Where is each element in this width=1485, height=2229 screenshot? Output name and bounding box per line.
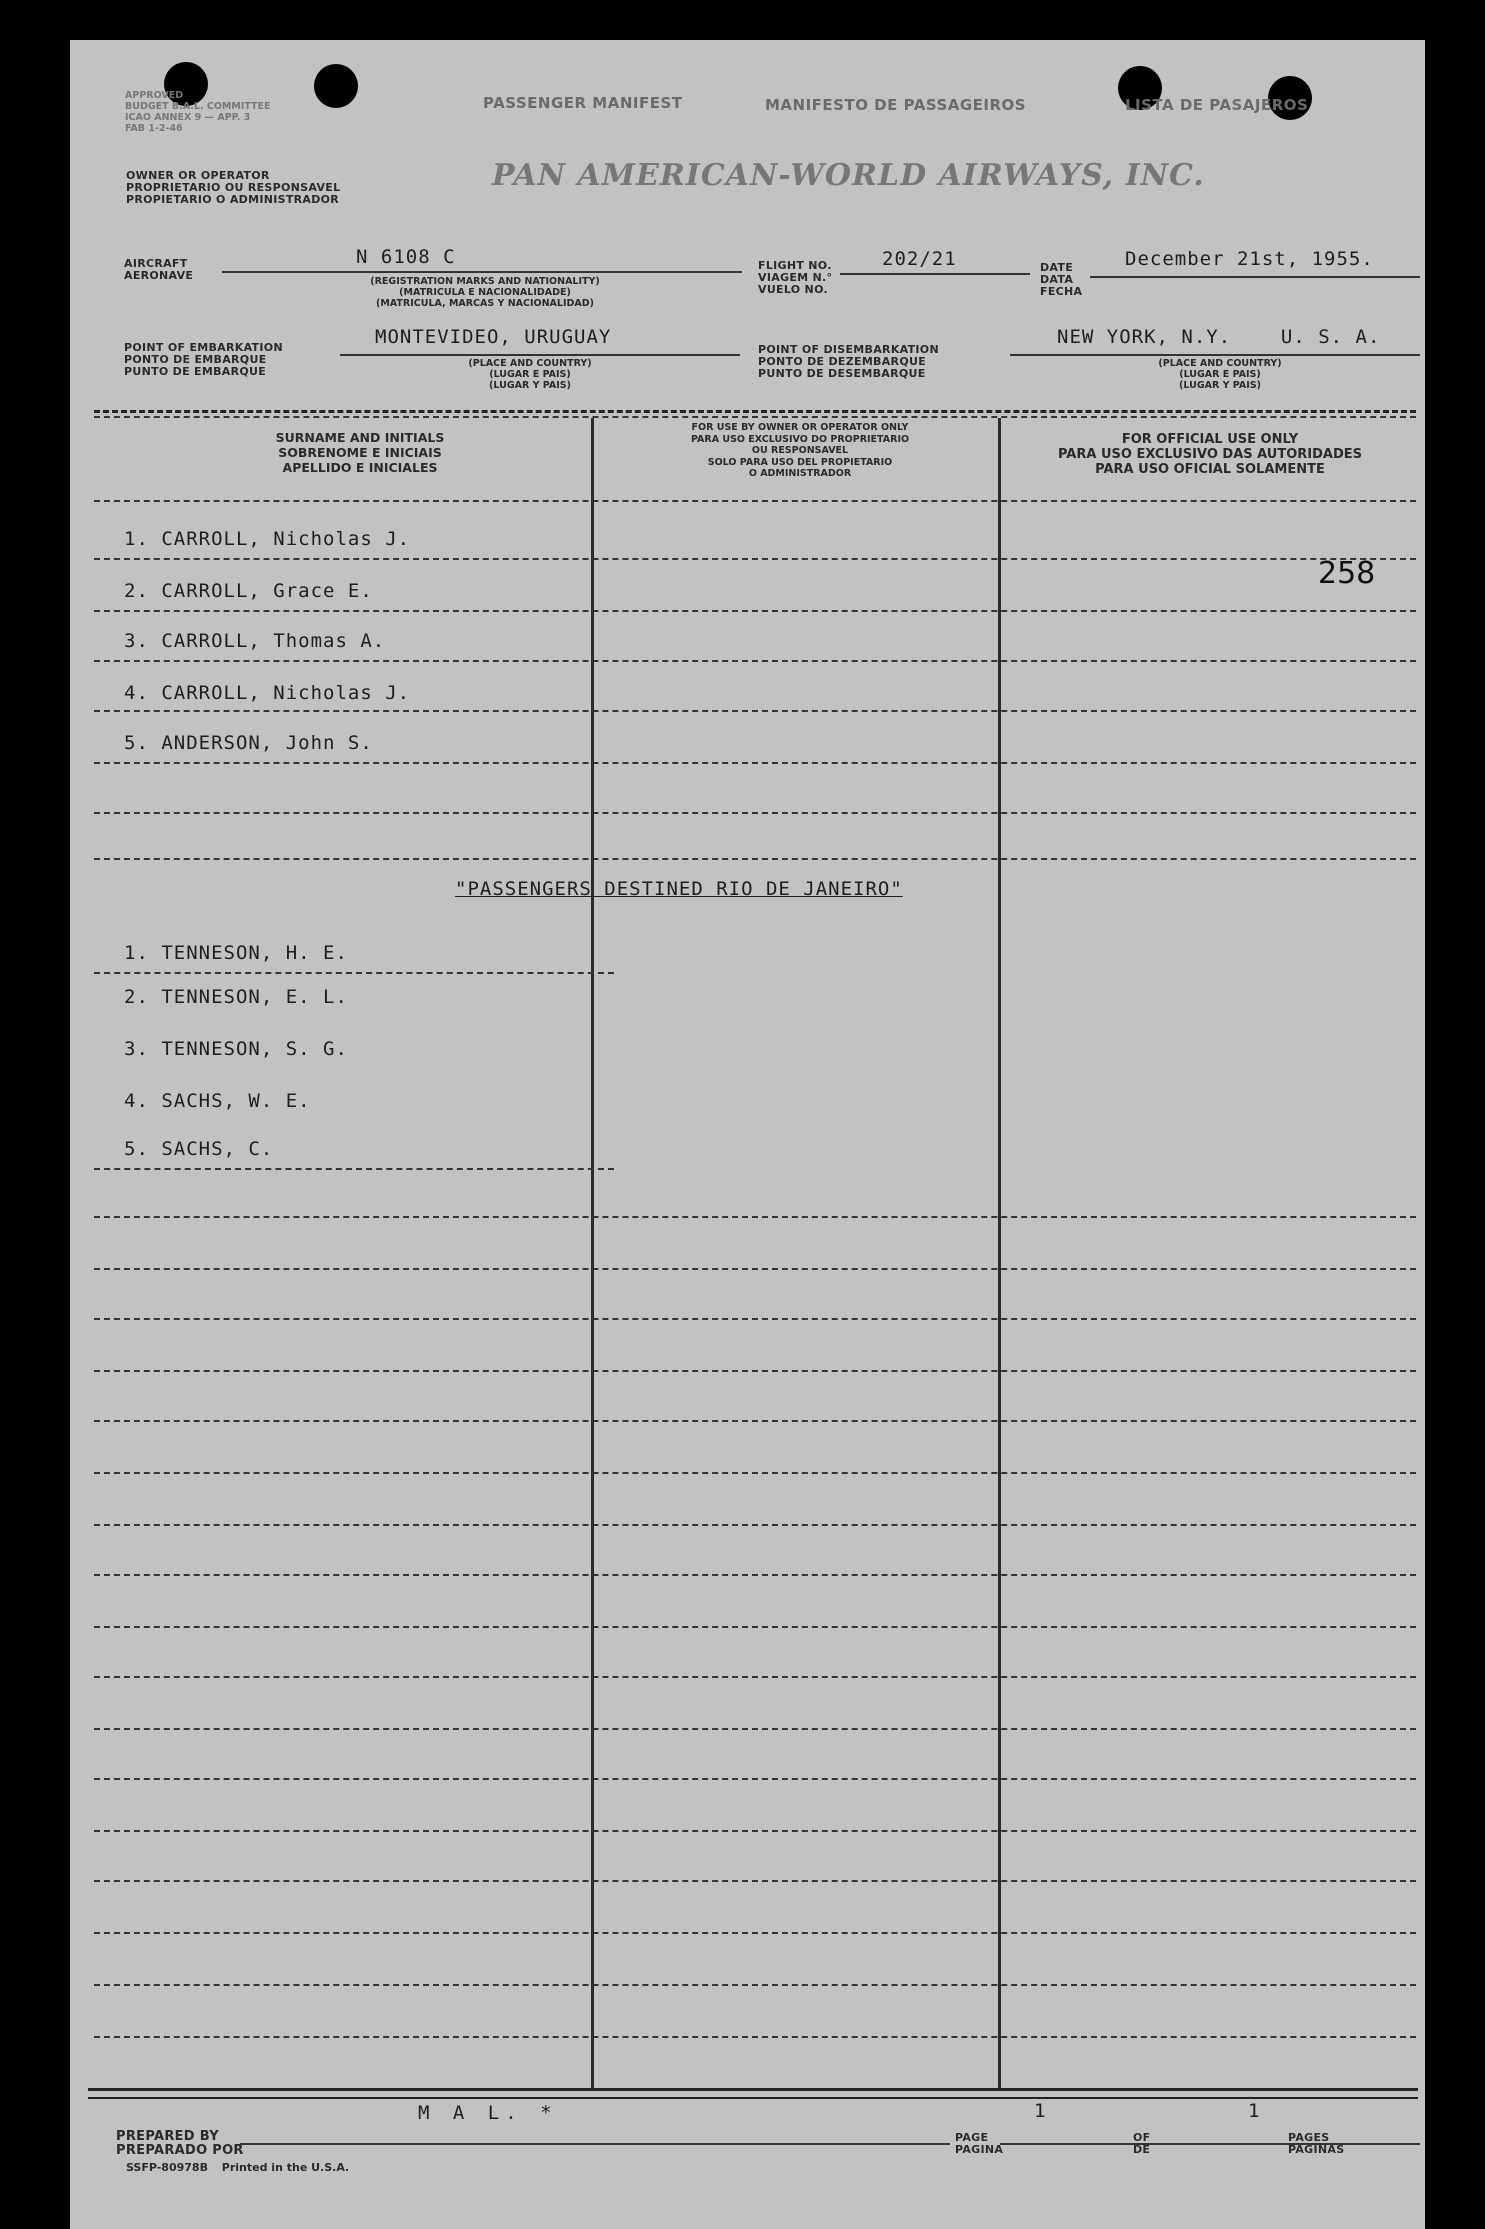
approval-line: FAB 1-2-46 <box>125 123 183 134</box>
page-label-line: PAGE <box>955 2131 989 2144</box>
rio-passenger-row: 5. SACHS, C. <box>124 1138 274 1160</box>
disembarkation-sublabel-line: (PLACE AND COUNTRY) <box>1158 358 1282 369</box>
row-rule <box>94 1676 1416 1678</box>
col-official-line: PARA USO EXCLUSIVO DAS AUTORIDADES <box>1057 447 1363 462</box>
passenger-row: 4. CARROLL, Nicholas J. <box>124 682 411 704</box>
prepared-by-line: PREPARED BY <box>116 2129 219 2144</box>
approval-line: ICAO ANNEX 9 — APP. 3 <box>125 112 251 123</box>
row-rule <box>94 1420 1416 1422</box>
page-label <box>955 2132 1003 2156</box>
row-rule <box>94 1472 1416 1474</box>
row-rule <box>94 1370 1416 1372</box>
row-rule <box>94 1778 1416 1780</box>
header-bottom-rule <box>94 500 1416 502</box>
row-rule <box>94 1830 1416 1832</box>
approval-line: BUDGET B.A.L. COMMITTEE <box>125 101 271 112</box>
date-label <box>1040 262 1082 298</box>
col-official-line: FOR OFFICIAL USE ONLY <box>1121 432 1299 447</box>
rio-passenger-row: 1. TENNESON, H. E. <box>124 942 348 964</box>
row-rule <box>94 1574 1416 1576</box>
flight-label-line: VIAGEM N.° <box>758 271 833 284</box>
date-label-line: DATA <box>1040 273 1074 286</box>
rio-passenger-row: 4. SACHS, W. E. <box>124 1090 311 1112</box>
date-value: December 21st, 1955. <box>1125 248 1374 270</box>
row-rule <box>94 1728 1416 1730</box>
of-label-line: OF <box>1133 2131 1151 2144</box>
page-of-rule <box>1000 2143 1420 2145</box>
footer-rule-2 <box>88 2097 1418 2099</box>
stamp-number: 258 <box>1318 556 1376 591</box>
rio-passenger-row: 3. TENNESON, S. G. <box>124 1038 348 1060</box>
embarkation-label <box>124 342 283 378</box>
embarkation-label-line: PONTO DE EMBARQUE <box>124 353 267 366</box>
row-rule <box>94 1932 1416 1934</box>
aircraft-sublabel-line: (REGISTRATION MARKS AND NATIONALITY) <box>370 276 600 287</box>
col-owner-header <box>600 422 1000 480</box>
page-label-line: PAGINA <box>955 2143 1004 2156</box>
date-label-line: DATE <box>1040 261 1074 274</box>
row-rule <box>94 762 1416 764</box>
approval-line: APPROVED <box>125 90 184 101</box>
embarkation-sublabel <box>430 358 630 391</box>
row-rule <box>94 610 1416 612</box>
passenger-row: 2. CARROLL, Grace E. <box>124 580 373 602</box>
table-top-rule-2 <box>94 416 1416 418</box>
pages-label-line: PAGINAS <box>1288 2143 1345 2156</box>
row-rule <box>94 1626 1416 1628</box>
column-divider-2 <box>998 418 1001 2088</box>
footer-rule <box>88 2088 1418 2091</box>
owner-label <box>126 170 340 206</box>
col-owner-line: PARA USO EXCLUSIVO DO PROPRIETARIO <box>690 433 910 445</box>
table-top-rule <box>94 410 1416 413</box>
row-rule <box>94 972 614 974</box>
row-rule <box>94 660 1416 662</box>
flight-line <box>840 273 1030 275</box>
date-label-line: FECHA <box>1040 285 1083 298</box>
aircraft-sublabel-line: (MATRICULA E NACIONALIDADE) <box>399 287 571 298</box>
disembarkation-sublabel-line: (LUGAR Y PAIS) <box>1179 380 1261 391</box>
flight-value: 202/21 <box>882 248 957 270</box>
row-rule <box>94 710 1416 712</box>
title-pt: MANIFESTO DE PASSAGEIROS <box>765 96 1027 114</box>
aircraft-label <box>124 258 193 282</box>
page-number: 1 <box>1034 2100 1047 2122</box>
prepared-by-line-rule <box>240 2143 950 2145</box>
owner-label-line: OWNER OR OPERATOR <box>126 169 270 182</box>
owner-value: PAN AMERICAN-WORLD AIRWAYS, INC. <box>492 158 1205 193</box>
col-surname-header <box>150 430 570 475</box>
passenger-row: 5. ANDERSON, John S. <box>124 732 373 754</box>
row-rule <box>94 812 1416 814</box>
disembarkation-sublabel <box>1120 358 1320 391</box>
disembarkation-label-line: POINT OF DISEMBARKATION <box>758 343 939 356</box>
form-number-text: SSFP-80978B <box>126 2161 208 2174</box>
embarkation-label-line: POINT OF EMBARKATION <box>124 341 283 354</box>
aircraft-sublabel-line: (MATRICULA, MARCAS Y NACIONALIDAD) <box>376 298 594 309</box>
owner-label-line: PROPRIETARIO OU RESPONSAVEL <box>126 181 341 194</box>
row-rule <box>94 1268 1416 1270</box>
rio-passenger-row: 2. TENNESON, E. L. <box>124 986 348 1008</box>
column-divider-1 <box>591 418 594 2088</box>
flight-label-line: FLIGHT NO. <box>758 259 832 272</box>
aircraft-label-line: AIRCRAFT <box>124 257 188 270</box>
printed-text: Printed in the U.S.A. <box>221 2161 350 2174</box>
punch-hole <box>314 64 358 108</box>
aircraft-label-line: AERONAVE <box>124 269 194 282</box>
col-official-header <box>1000 432 1420 477</box>
mal-note: M A L. * <box>418 2102 558 2124</box>
disembarkation-label-line: PUNTO DE DESEMBARQUE <box>758 367 926 380</box>
pages-label-line: PAGES <box>1288 2131 1330 2144</box>
col-surname-line: SOBRENOME E INICIAIS <box>278 445 442 460</box>
flight-label <box>758 260 832 296</box>
row-rule <box>94 1168 614 1170</box>
passenger-row: 1. CARROLL, Nicholas J. <box>124 528 411 550</box>
disembarkation-line <box>1010 354 1420 356</box>
col-owner-line: OU RESPONSAVEL <box>751 445 849 456</box>
disembarkation-sublabel-line: (LUGAR E PAIS) <box>1179 369 1261 380</box>
disembarkation-label-line: PONTO DE DEZEMBARQUE <box>758 355 927 368</box>
aircraft-line <box>222 271 742 273</box>
col-surname-line: SURNAME AND INITIALS <box>275 430 445 445</box>
row-rule <box>94 2036 1416 2038</box>
row-rule <box>94 858 1416 860</box>
col-surname-line: APELLIDO E INICIALES <box>282 460 438 475</box>
embarkation-line <box>340 354 740 356</box>
of-label-line: DE <box>1133 2143 1151 2156</box>
section-heading: "PASSENGERS DESTINED RIO DE JANEIRO" <box>455 878 903 900</box>
col-owner-line: FOR USE BY OWNER OR OPERATOR ONLY <box>691 422 909 433</box>
col-official-line: PARA USO OFICIAL SOLAMENTE <box>1095 462 1325 477</box>
date-line <box>1090 276 1420 278</box>
col-owner-line: SOLO PARA USO DEL PROPIETARIO <box>707 456 893 468</box>
disembarkation-value: NEW YORK, N.Y. U. S. A. <box>1057 326 1381 348</box>
row-rule <box>94 1524 1416 1526</box>
col-owner-line: O ADMINISTRADOR <box>748 468 852 479</box>
title-en: PASSENGER MANIFEST <box>483 94 683 112</box>
passenger-row: 3. CARROLL, Thomas A. <box>124 630 386 652</box>
row-rule <box>94 1880 1416 1882</box>
row-rule <box>94 1984 1416 1986</box>
embarkation-value: MONTEVIDEO, URUGUAY <box>375 326 612 348</box>
embarkation-label-line: PUNTO DE EMBARQUE <box>124 365 267 378</box>
prepared-by-line: PREPARADO POR <box>116 2143 244 2158</box>
aircraft-value: N 6108 C <box>356 246 456 268</box>
row-rule <box>94 1318 1416 1320</box>
title-es: LISTA DE PASAJEROS <box>1125 96 1309 114</box>
row-rule <box>94 558 1416 560</box>
embarkation-sublabel-line: (LUGAR Y PAIS) <box>489 380 571 391</box>
prepared-by-label <box>116 2130 244 2158</box>
row-rule <box>94 1216 1416 1218</box>
flight-label-line: VUELO NO. <box>758 283 828 296</box>
owner-label-line: PROPIETARIO O ADMINISTRADOR <box>126 193 340 206</box>
approval-note <box>125 90 271 134</box>
form-number <box>126 2162 349 2173</box>
page-total: 1 <box>1248 2100 1261 2122</box>
aircraft-sublabel <box>320 276 650 309</box>
embarkation-sublabel-line: (PLACE AND COUNTRY) <box>468 358 592 369</box>
embarkation-sublabel-line: (LUGAR E PAIS) <box>489 369 571 380</box>
disembarkation-label <box>758 344 939 380</box>
